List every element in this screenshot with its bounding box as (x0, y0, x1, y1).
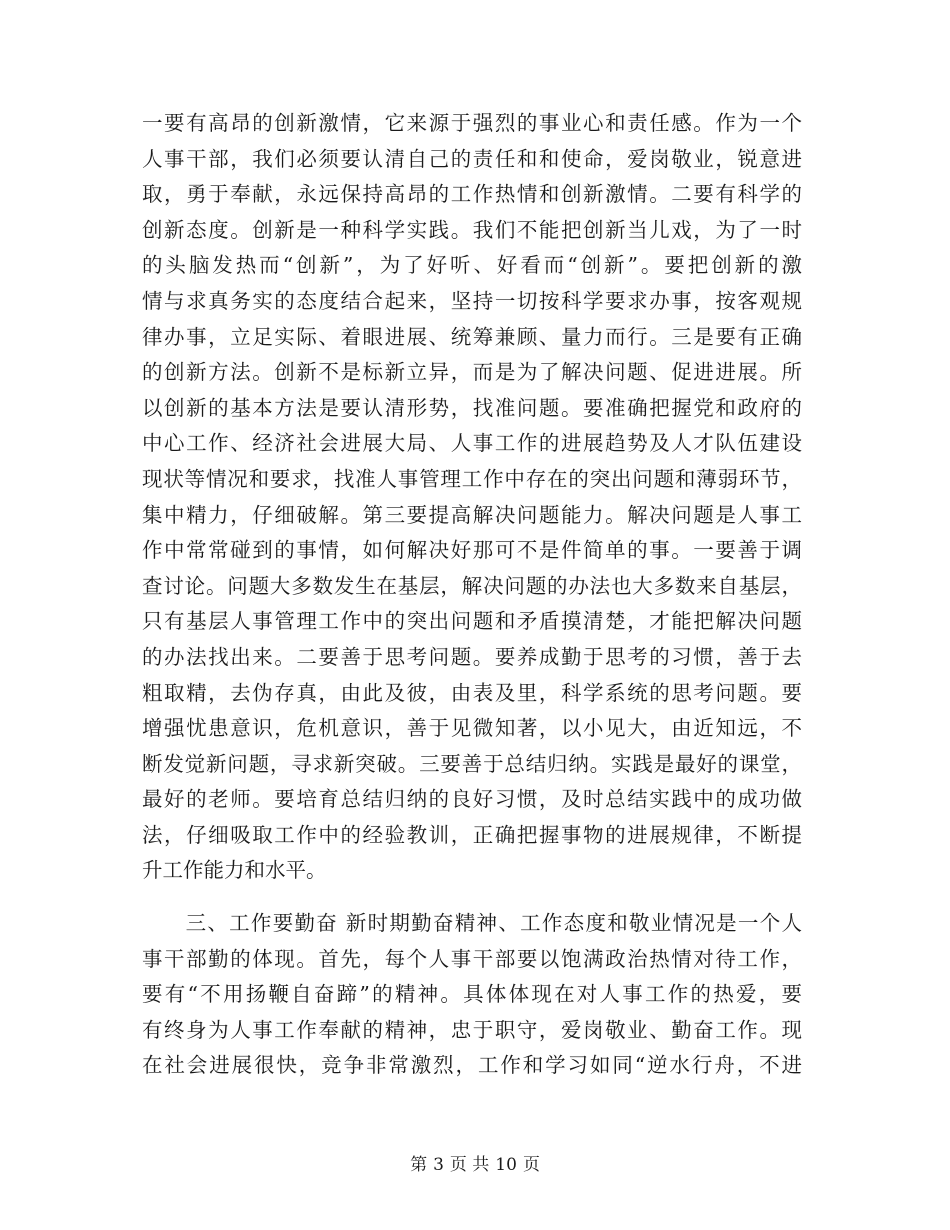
text-line: 断发觉新问题，寻求新突破。三要善于总结归纳。实践是最好的课堂， (142, 751, 802, 776)
text-line: 增强忧患意识，危机意识，善于见微知著，以小见大，由近知远，不 (142, 716, 802, 741)
text-line: 作中常常碰到的事情，如何解决好那可不是件简单的事。一要善于调 (142, 538, 802, 563)
text-line: 取，勇于奉献，永远保持高昂的工作热情和创新激情。二要有科学的 (142, 182, 802, 207)
text-line: 的头脑发热而“创新”，为了好听、好看而“创新”。要把创新的激 (142, 253, 802, 278)
text-line: 三、工作要勤奋 新时期勤奋精神、工作态度和敬业情况是一个人 (142, 911, 802, 936)
text-line: 法，仔细吸取工作中的经验教训，正确把握事物的进展规律，不断提 (142, 822, 802, 847)
text-line: 中心工作、经济社会进展大局、人事工作的进展趋势及人才队伍建设 (142, 431, 802, 456)
paragraph-2 (142, 906, 802, 1084)
text-line: 粗取精，去伪存真，由此及彼，由表及里，科学系统的思考问题。要 (142, 680, 802, 705)
text-line: 以创新的基本方法是要认清形势，找准问题。要准确把握党和政府的 (142, 395, 802, 420)
text-line: 事干部勤的体现。首先，每个人事干部要以饱满政治热情对待工作， (142, 946, 802, 971)
paragraph-1 (142, 106, 802, 889)
paragraph-spacer (142, 889, 802, 906)
footer-prefix: 第 (410, 1155, 428, 1175)
text-line: 要有“不用扬鞭自奋蹄”的精神。具体体现在对人事工作的热爱，要 (142, 982, 802, 1007)
text-line: 一要有高昂的创新激情，它来源于强烈的事业心和责任感。作为一个 (142, 111, 802, 135)
footer-middle: 页 共 (449, 1155, 490, 1175)
text-line: 查讨论。问题大多数发生在基层，解决问题的办法也大多数来自基层， (142, 573, 802, 598)
text-line: 人事干部，我们必须要认清自己的责任和和使命，爱岗敬业，锐意进 (142, 146, 802, 171)
text-line: 情与求真务实的态度结合起来，坚持一切按科学要求办事，按客观规 (142, 288, 802, 313)
text-line: 只有基层人事管理工作中的突出问题和矛盾摸清楚，才能把解决问题 (142, 609, 802, 634)
text-line: 创新态度。创新是一种科学实践。我们不能把创新当儿戏，为了一时 (142, 217, 802, 242)
body-text (142, 106, 802, 1084)
page-footer (0, 1150, 950, 1175)
text-line: 升工作能力和水平。 (142, 858, 327, 883)
text-line: 现状等情况和要求，找准人事管理工作中存在的突出问题和薄弱环节， (142, 466, 802, 491)
text-line: 最好的老师。要培育总结归纳的良好习惯，及时总结实践中的成功做 (142, 787, 802, 812)
text-line: 的创新方法。创新不是标新立异，而是为了解决问题、促进进展。所 (142, 360, 802, 385)
text-line: 在社会进展很快，竞争非常激烈，工作和学习如同“逆水行舟，不进 (142, 1053, 802, 1078)
text-line: 集中精力，仔细破解。第三要提高解决问题能力。解决问题是人事工 (142, 502, 802, 527)
text-line: 有终身为人事工作奉献的精神，忠于职守，爱岗敬业、勤奋工作。现 (142, 1017, 802, 1042)
text-line: 律办事，立足实际、着眼进展、统筹兼顾、量力而行。三是要有正确 (142, 324, 802, 349)
text-line: 的办法找出来。二要善于思考问题。要养成勤于思考的习惯，善于去 (142, 644, 802, 669)
total-page-count: 10 (495, 1155, 517, 1175)
current-page-number: 3 (433, 1155, 444, 1175)
footer-suffix: 页 (522, 1155, 540, 1175)
